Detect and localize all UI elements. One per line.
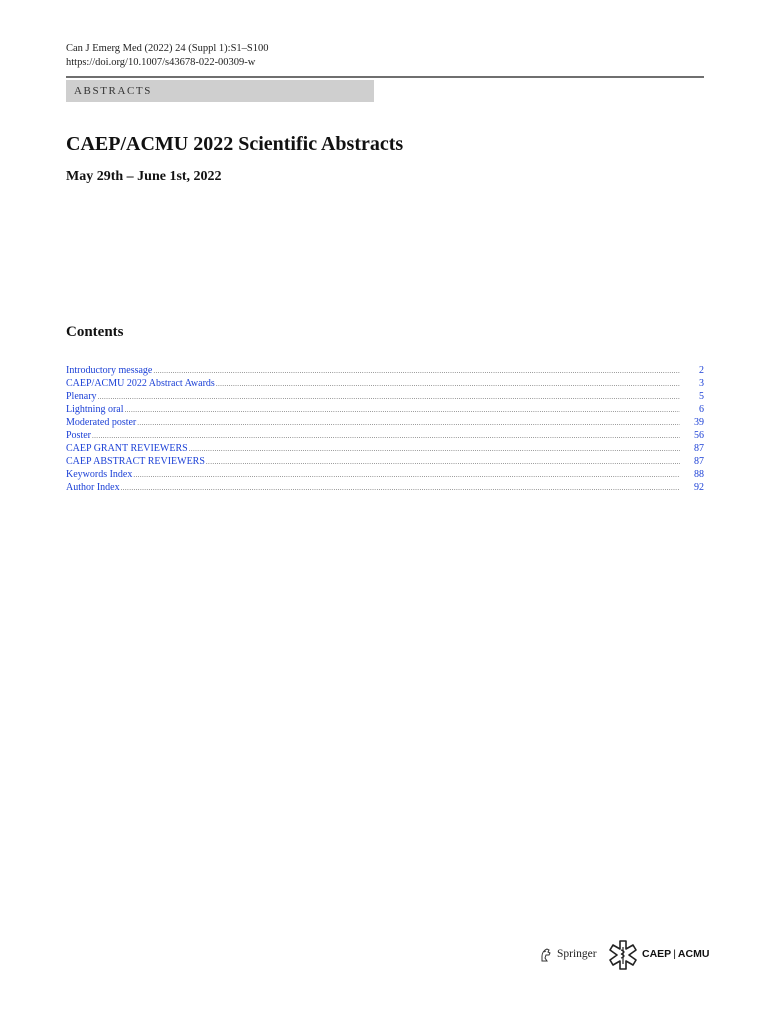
toc-leader-dots — [125, 404, 681, 417]
page-footer — [538, 938, 710, 972]
toc-item[interactable] — [66, 468, 704, 481]
society-right: ACMU — [677, 948, 710, 960]
society-separator: | — [673, 948, 676, 960]
toc-item-page: 56 — [694, 430, 704, 441]
toc-item-page: 5 — [699, 391, 704, 402]
journal-citation: Can J Emerg Med (2022) 24 (Suppl 1):S1–S100 — [66, 43, 269, 54]
toc-item[interactable] — [66, 364, 704, 377]
table-of-contents — [66, 364, 704, 494]
toc-item-label: CAEP ABSTRACT REVIEWERS — [66, 456, 205, 467]
toc-item-label: CAEP/ACMU 2022 Abstract Awards — [66, 378, 215, 389]
running-header — [66, 42, 269, 70]
toc-item-label: Poster — [66, 430, 91, 441]
society-left: CAEP — [642, 948, 672, 960]
toc-item[interactable] — [66, 416, 704, 429]
toc-item-page: 39 — [694, 417, 704, 428]
toc-leader-dots — [153, 365, 680, 378]
toc-item-page: 3 — [699, 378, 704, 389]
toc-leader-dots — [189, 443, 680, 456]
society-logo-text — [642, 948, 709, 960]
toc-item-label: Plenary — [66, 391, 97, 402]
toc-item-label: Moderated poster — [66, 417, 137, 428]
article-title: CAEP/ACMU 2022 Scientific Abstracts — [66, 133, 404, 155]
toc-item[interactable] — [66, 377, 704, 390]
toc-item-page: 92 — [694, 482, 704, 493]
toc-item-page: 88 — [694, 469, 704, 480]
toc-leader-dots — [216, 378, 680, 391]
publisher-name: Springer — [557, 948, 597, 960]
toc-item-page: 6 — [699, 404, 704, 415]
toc-item-label: Keywords Index — [66, 469, 133, 480]
toc-leader-dots — [98, 391, 680, 404]
toc-item[interactable] — [66, 390, 704, 403]
star-of-life-icon — [606, 938, 640, 972]
doi-link[interactable]: https://doi.org/10.1007/s43678-022-00309-w — [66, 57, 256, 68]
toc-item[interactable] — [66, 455, 704, 468]
toc-item[interactable] — [66, 429, 704, 442]
toc-item-label: CAEP GRANT REVIEWERS — [66, 443, 188, 454]
toc-item[interactable] — [66, 442, 704, 455]
toc-item-label: Introductory message — [66, 365, 153, 376]
toc-leader-dots — [137, 417, 680, 430]
toc-item-label: Lightning oral — [66, 404, 124, 415]
header-rule — [66, 76, 704, 78]
toc-leader-dots — [206, 456, 680, 469]
conference-dates: May 29th – June 1st, 2022 — [66, 169, 222, 184]
toc-item-page: 87 — [694, 443, 704, 454]
toc-item-label: Author Index — [66, 482, 120, 493]
toc-item[interactable] — [66, 481, 704, 494]
contents-heading: Contents — [66, 324, 124, 340]
toc-leader-dots — [133, 469, 680, 482]
toc-item-page: 2 — [699, 365, 704, 376]
toc-leader-dots — [121, 482, 680, 495]
toc-item-page: 87 — [694, 456, 704, 467]
section-label: ABSTRACTS — [66, 80, 374, 102]
springer-horse-icon — [538, 947, 554, 963]
toc-item[interactable] — [66, 403, 704, 416]
